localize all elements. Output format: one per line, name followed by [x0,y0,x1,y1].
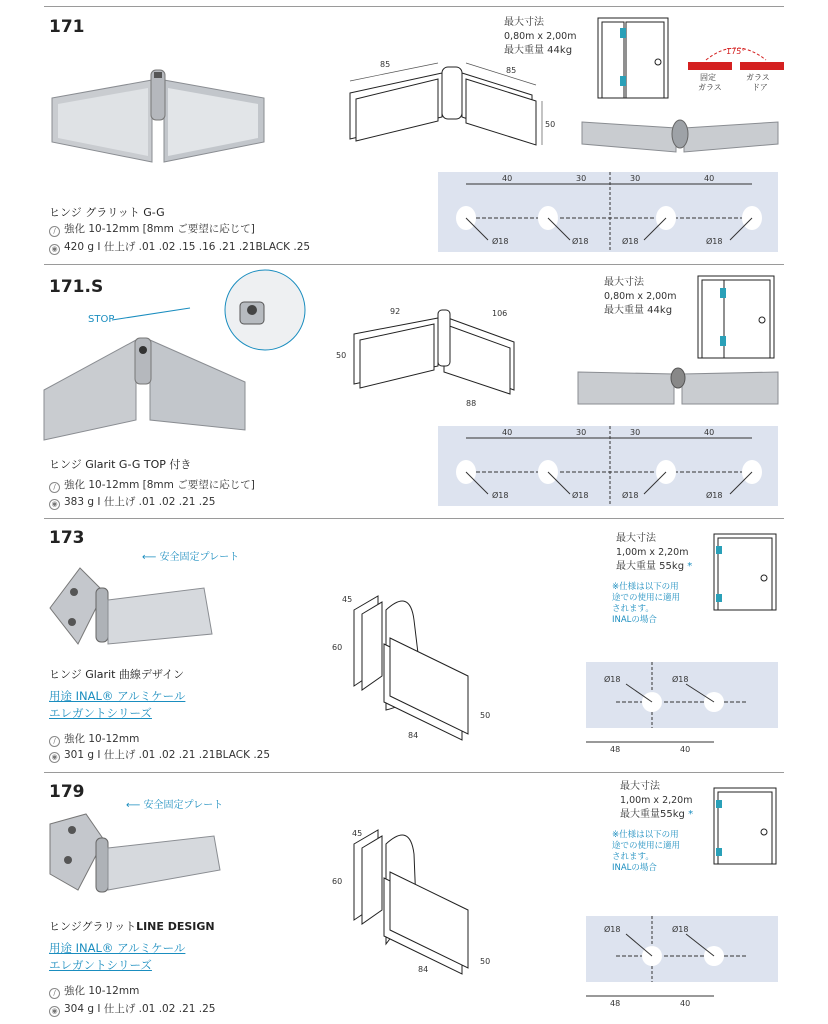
svg-text:固定: 固定 [700,73,716,82]
dimension-drawing-171s [334,294,524,414]
svg-text:Ø18: Ø18 [672,675,689,684]
svg-text:40: 40 [680,999,691,1008]
divider [44,518,784,519]
svg-text:Ø18: Ø18 [492,491,509,500]
svg-text:48: 48 [610,999,621,1008]
svg-text:Ø18: Ø18 [572,491,589,500]
max-size-callout [604,276,676,318]
svg-text:Ø18: Ø18 [622,237,639,246]
drilling-template-171 [438,172,778,252]
svg-text:Ø18: Ø18 [622,491,639,500]
svg-text:106: 106 [492,309,508,318]
svg-text:92: 92 [390,307,401,316]
product-photo-171 [44,62,274,172]
svg-text:50: 50 [480,711,491,720]
svg-text:Ø18: Ø18 [604,925,621,934]
svg-text:30: 30 [576,428,587,437]
max-size-value: 1,00m x 2,20m [620,795,693,806]
spec-glass: / 強化 10-12mm [8mm ご要望に応じて] [49,220,255,238]
usage-note: ※仕様は以下の用 途での使用に適用 されます。 INALの場合 [612,830,681,873]
svg-text:88: 88 [466,399,477,408]
spec-weight-finish: ◉ 383 g I 仕上げ .01 .02 .21 .25 [49,493,215,511]
max-size-callout [620,780,693,822]
max-size-value: 0,80m x 2,00m [504,31,577,42]
svg-text:40: 40 [704,428,715,437]
weight-icon: ◉ [49,499,60,510]
svg-text:30: 30 [576,174,587,183]
drilling-template-179 [586,916,778,982]
max-size-callout [616,532,692,574]
product-code: 173 [49,528,85,548]
svg-text:40: 40 [680,745,691,754]
product-code: 179 [49,782,85,802]
weight-icon: ◉ [49,1006,60,1017]
spec-glass: / 強化 10-12mm [49,982,139,1000]
drilling-template-173 [586,662,778,728]
spec-glass: / 強化 10-12mm [8mm ご要望に応じて] [49,476,255,494]
max-weight-value: 最大重量 44kg [504,45,573,56]
dim-label: 50 [545,120,556,129]
divider [44,772,784,773]
dimension-drawing-179 [330,824,500,994]
svg-text:50: 50 [336,351,347,360]
svg-text:Ø18: Ø18 [604,675,621,684]
drilling-template-171s [438,426,778,506]
max-size-label: 最大寸法 [620,781,660,792]
spec-weight-finish: ◉ 304 g I 仕上げ .01 .02 .21 .25 [49,1000,215,1018]
svg-text:40: 40 [502,428,513,437]
dim-label: 85 [506,66,517,75]
product-name: ヒンジ Glarit 曲線デザイン [49,668,185,681]
max-weight-value: 最大重量 55kg * [616,561,693,572]
max-size-label: 最大寸法 [604,277,644,288]
svg-text:Ø18: Ø18 [706,237,723,246]
svg-text:Ø18: Ø18 [706,491,723,500]
angle-label: 175° [726,47,746,56]
weight-icon: ◉ [49,752,60,763]
max-size-callout [504,16,576,58]
svg-text:40: 40 [704,174,715,183]
divider [44,6,784,7]
svg-text:45: 45 [352,829,363,838]
svg-text:Ø18: Ø18 [672,925,689,934]
glass-icon: / [49,988,60,999]
dimension-drawing-171 [342,55,556,155]
product-name: ヒンジ Glarit G-G TOP 付き [49,458,192,471]
svg-text:ガラス: ガラス [698,83,722,92]
svg-text:Ø18: Ø18 [492,237,509,246]
door-diagram-171s [696,274,778,360]
arrow-left-icon: ⟵ [142,552,160,563]
max-size-value: 1,00m x 2,20m [616,547,689,558]
dim-label: 85 [380,60,391,69]
svg-text:40: 40 [502,174,513,183]
svg-text:84: 84 [418,965,429,974]
product-name: ヒンジグラリットLINE DESIGN [49,920,215,933]
glass-icon: / [49,736,60,747]
plate-label: ⟵ 安全固定プレート [142,552,240,563]
product-code: 171 [49,17,85,37]
dimension-drawing-173 [330,590,500,760]
arrow-left-icon: ⟵ [126,800,144,811]
door-diagram-173 [712,532,778,612]
product-photo-173 [44,558,224,658]
spec-weight-finish: ◉ 420 g I 仕上げ .01 .02 .15 .16 .21 .21BLACK .25 [49,238,310,256]
svg-text:ドア: ドア [752,83,768,92]
drill-dimension-173 [586,734,778,754]
svg-text:60: 60 [332,643,343,652]
svg-text:48: 48 [610,745,621,754]
spec-glass: / 強化 10-12mm [49,730,139,748]
glass-icon: / [49,226,60,237]
glass-icon: / [49,482,60,493]
product-photo-171s [40,280,270,450]
product-photo-179 [44,808,224,912]
door-diagram-179 [712,786,778,866]
max-size-label: 最大寸法 [616,533,656,544]
svg-text:84: 84 [408,731,419,740]
spec-weight-finish: ◉ 301 g I 仕上げ .01 .02 .21 .21BLACK .25 [49,746,270,764]
weight-icon: ◉ [49,244,60,255]
top-view-photo-171s [576,364,780,412]
product-code: 171.S [49,277,104,297]
svg-text:60: 60 [332,877,343,886]
stop-label: STOP [88,314,115,325]
usage-link[interactable]: 用途 INAL® アルミケール エレガントシリーズ [49,941,186,972]
top-view-photo-171 [580,112,780,160]
svg-text:50: 50 [480,957,491,966]
divider [44,264,784,265]
max-size-label: 最大寸法 [504,17,544,28]
plate-label: ⟵ 安全固定プレート [126,800,224,811]
usage-link[interactable]: 用途 INAL® アルミケール エレガントシリーズ [49,689,186,720]
svg-text:ガラス: ガラス [746,73,770,82]
drill-dimension-179 [586,988,778,1008]
product-name: ヒンジ グラリット G-G [49,206,165,219]
max-size-value: 0,80m x 2,00m [604,291,677,302]
max-weight-value: 最大重量55kg * [620,809,694,820]
door-diagram-171 [596,16,672,100]
angle-diagram-171 [686,40,786,100]
svg-text:45: 45 [342,595,353,604]
svg-text:30: 30 [630,428,641,437]
svg-text:30: 30 [630,174,641,183]
svg-text:Ø18: Ø18 [572,237,589,246]
max-weight-value: 最大重量 44kg [604,305,673,316]
usage-note: ※仕様は以下の用 途での使用に適用 されます。 INALの場合 [612,582,681,625]
